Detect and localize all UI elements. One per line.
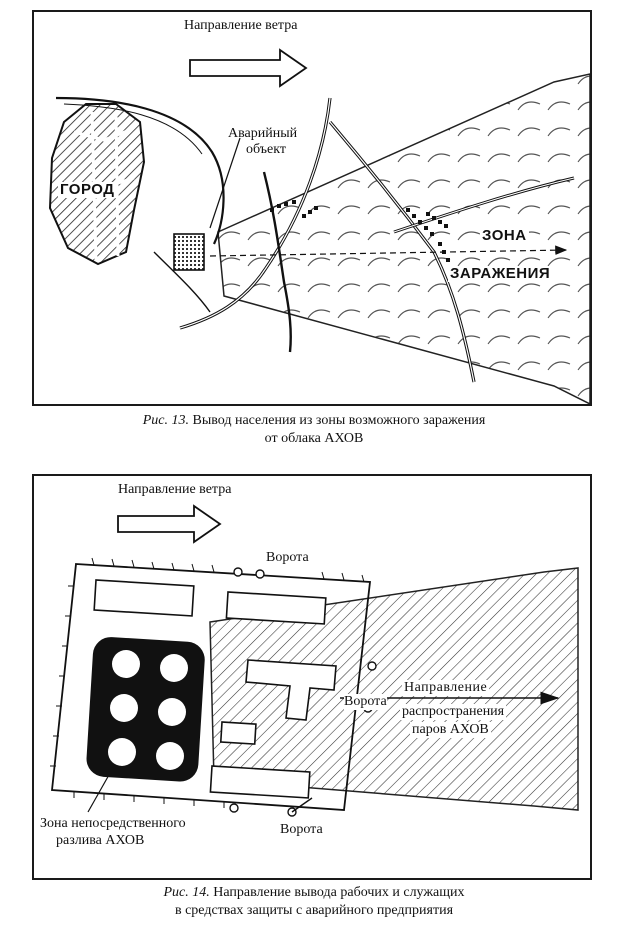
spread-label-line1: Направление (404, 680, 488, 695)
wind-direction-label: Направление ветра (118, 482, 232, 497)
spread-label-line2: распространения (402, 704, 505, 719)
figure-13-drawing (34, 12, 590, 404)
figure-13-evacuation-map (32, 10, 592, 406)
figure-14-caption-line1: Направление вывода рабочих и служащих (213, 885, 465, 900)
figure-14-caption-prefix: Рис. 14. (163, 885, 210, 900)
figure-14-caption (0, 884, 628, 920)
figure-14-plant-plan (32, 474, 592, 880)
wind-direction-label: Направление ветра (184, 18, 298, 33)
contamination-zone (218, 74, 590, 404)
accident-object-label-line2: объект (246, 142, 286, 157)
gate-label-right: Ворота (344, 694, 387, 709)
figure-13-caption-line1: Вывод населения из зоны возможного заражения (192, 413, 486, 428)
wind-direction-arrow (118, 506, 220, 542)
spill-zone-label-line2: разлива АХОВ (56, 833, 145, 848)
spread-label-line3: паров АХОВ (412, 722, 489, 737)
figure-13-caption-prefix: Рис. 13. (142, 413, 189, 428)
gate-label-bottom: Ворота (280, 822, 323, 837)
figure-13-caption (0, 412, 628, 448)
wind-direction-arrow (190, 50, 306, 86)
zone-label-line1: ЗОНА (482, 227, 527, 244)
figure-13-caption-line2: от облака АХОВ (264, 431, 364, 446)
figure-14-caption-line2: в средствах защиты с аварийного предприятия (174, 903, 454, 918)
spill-zone (85, 636, 205, 812)
gate-label-top: Ворота (266, 550, 309, 565)
zone-label-line2: ЗАРАЖЕНИЯ (450, 265, 551, 282)
spill-zone-label-line1: Зона непосредственного (40, 816, 186, 831)
accident-object-label-line1: Аварийный (228, 126, 298, 141)
city-label: ГОРОД (60, 181, 115, 198)
